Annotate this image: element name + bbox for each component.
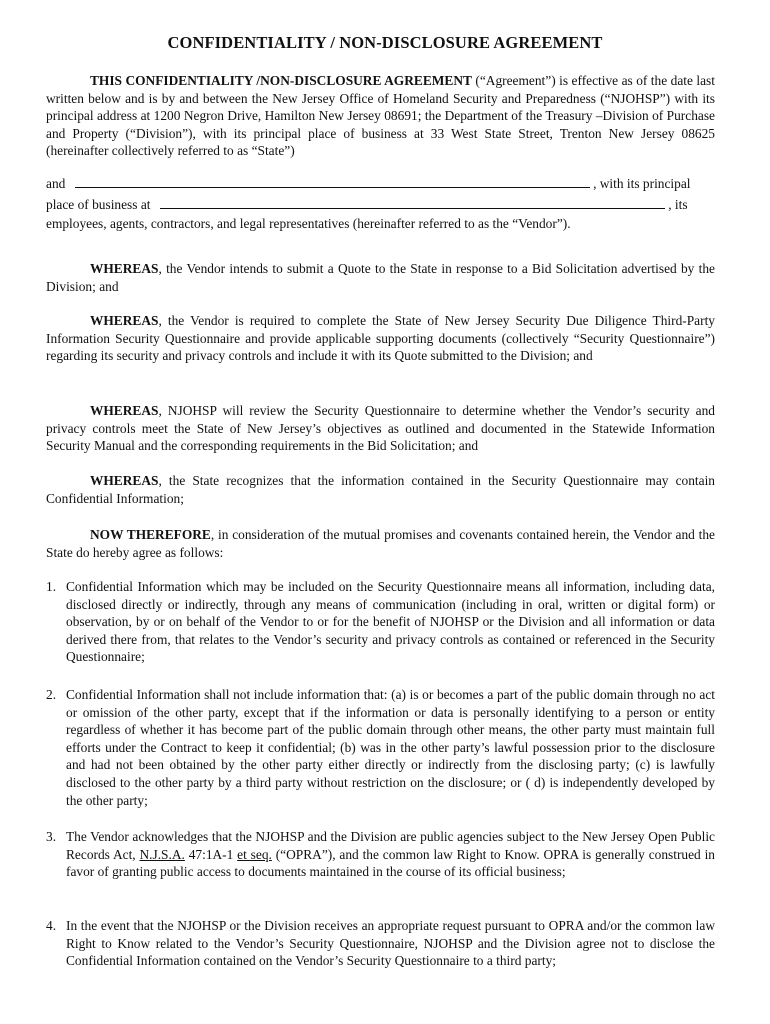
clause-4 — [46, 917, 715, 970]
et-seq: et seq. — [237, 846, 272, 862]
and-suffix: , with its principal — [593, 176, 691, 191]
vendor-name-blank[interactable] — [75, 175, 590, 188]
whereas-lead: WHEREAS — [90, 403, 159, 418]
vendor-address-blank[interactable] — [160, 196, 665, 209]
document-title: CONFIDENTIALITY / NON-DISCLOSURE AGREEMENT — [167, 33, 603, 52]
and-label: and — [46, 176, 66, 191]
intro-closing: employees, agents, contractors, and legal representatives (hereinafter referred to as the “Vendor”). — [46, 216, 571, 231]
whereas-text: , the Vendor intends to submit a Quote to the State in response to a Bid Solicitation advertised by the Division; and — [46, 261, 715, 294]
intro-paragraph — [46, 72, 715, 160]
clause-text: Confidential Information which may be included on the Security Questionnaire means all information, including data, disclosed directly or indirectly, through any means of communication (including in oral, written or digital form) or observation, by or on behalf of the Vendor to or for the benefit of NJOHSP or the Division and all information or data derived there from, that relates to the Vendor’s security and privacy controls as contained or referenced in the Security Questionnaire; — [66, 579, 715, 665]
whereas-lead: WHEREAS — [90, 313, 159, 328]
intro-text: (“Agreement”) is effective as of the date last written below and is by and between the New Jersey Office of Homeland Security and Preparedness (“NJOHSP”) with its principal address at 1200 Negron Drive, Hamilton New Jersey 08691; the Department of the Treasury –Division of Purchase and Property (“Division”), with its principal place of business at 33 West State Street, Trenton New Jersey 08625 (hereinafter collectively referred to as “State”) — [46, 73, 715, 159]
clause-number: 3. — [46, 829, 57, 844]
clause-number: 1. — [46, 579, 57, 594]
whereas-2 — [46, 312, 715, 365]
whereas-text: , the Vendor is required to complete the State of New Jersey Security Due Diligence Third-Party Information Security Questionnaire and provide applicable supporting documents (collectively “Security Questionnaire”) regarding its security and privacy controls and include it with its Quote submitted to the Division; and — [46, 313, 715, 364]
clause-number: 4. — [46, 918, 57, 933]
whereas-lead: WHEREAS — [90, 473, 159, 488]
now-therefore-lead: NOW THEREFORE — [90, 527, 211, 542]
clause-text: The Vendor acknowledges that the NJOHSP and the Division are public agencies subject to the New Jersey Open Public Records Act, N.J.S.A. 47:1A-1 et seq. (“OPRA”), and the common law Right to Know. OPRA is generally construed in favor of granting public access to documents maintained in the course of its official business; — [66, 829, 715, 880]
whereas-lead: WHEREAS — [90, 261, 159, 276]
whereas-1 — [46, 260, 715, 295]
now-therefore-text: , in consideration of the mutual promises and covenants contained herein, the Vendor and the State do hereby agree as follows: — [46, 527, 715, 560]
whereas-3 — [46, 402, 715, 455]
vendor-name-line — [46, 175, 715, 193]
now-therefore — [46, 526, 715, 561]
clause-3 — [46, 828, 715, 881]
whereas-text: , the State recognizes that the information contained in the Security Questionnaire may contain Confidential Information; — [46, 473, 715, 506]
place-suffix: , its — [668, 197, 688, 212]
whereas-4 — [46, 472, 715, 507]
clause-text: Confidential Information shall not include information that: (a) is or becomes a part of the public domain through no act or omission of the other party, except that if the information or data is personally identifying to a person or entity regardless of whether it has become part of the public domain through other means, the other party must maintain full efforts under the Contract to keep it confidential; (b) was in the other party’s lawful possession prior to the disclosure and had not been obtained by the other party either directly or indirectly from the disclosing party; (c) is lawfully disclosed to the other party by a third party without restriction on the disclosure; or ( d) is independently developed by the other party; — [66, 687, 715, 808]
intro-lead: THIS CONFIDENTIALITY /NON-DISCLOSURE AGREEMENT — [90, 73, 472, 88]
clause-text: In the event that the NJOHSP or the Division receives an appropriate request pursuant to OPRA and/or the common law Right to Know related to the Vendor’s Security Questionnaire, NJOHSP and the Division agree not to disclose the Confidential Information contained on the Vendor’s Security Questionnaire to a third party; — [66, 918, 715, 969]
statute-citation: N.J.S.A. — [139, 846, 185, 862]
whereas-text: , NJOHSP will review the Security Questionnaire to determine whether the Vendor’s security and privacy controls meet the State of New Jersey’s objectives as outlined and documented in the Statewide Information Security Manual and the corresponding requirements in the Bid Solicitation; and — [46, 403, 715, 454]
clause-2 — [46, 686, 715, 809]
clause-number: 2. — [46, 687, 57, 702]
vendor-address-line — [46, 196, 715, 214]
clause-1 — [46, 578, 715, 666]
place-label: place of business at — [46, 197, 151, 212]
